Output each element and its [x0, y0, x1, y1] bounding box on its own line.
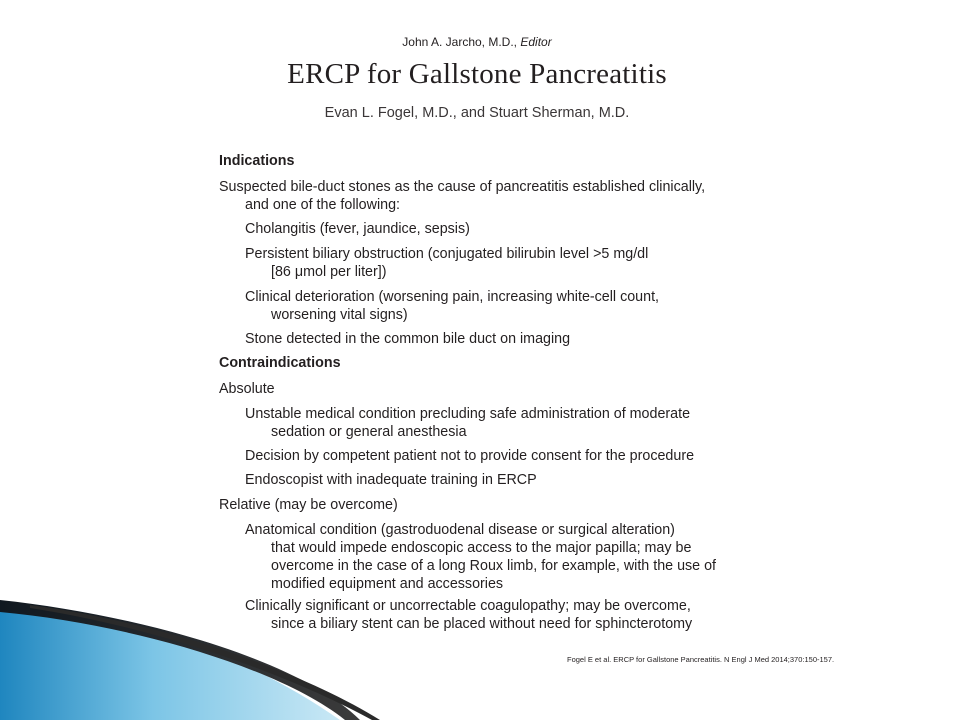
- stone-detected-item: Stone detected in the common bile duct on imaging: [245, 331, 571, 347]
- article-authors: Evan L. Fogel, M.D., and Stuart Sherman, M.D.: [324, 105, 630, 121]
- article-title: ERCP for Gallstone Pancreatitis: [287, 58, 667, 90]
- unstable-line2: sedation or general anesthesia: [271, 424, 467, 440]
- deterioration-line2: worsening vital signs): [271, 307, 408, 323]
- editor-role: Editor: [520, 35, 552, 49]
- obstruction-line1: Persistent biliary obstruction (conjugated bilirubin level >5 mg/dl: [245, 246, 649, 262]
- anatomical-line1: Anatomical condition (gastroduodenal disease or surgical alteration): [245, 522, 675, 538]
- obstruction-line2: [86 μmol per liter]): [271, 264, 387, 280]
- deterioration-line1: Clinical deterioration (worsening pain, increasing white-cell count,: [245, 289, 660, 305]
- anatomical-line2: that would impede endoscopic access to the major papilla; may be: [271, 540, 692, 556]
- suspected-stones-line1: Suspected bile-duct stones as the cause of pancreatitis established clinically,: [219, 179, 706, 195]
- coagulopathy-line2: since a biliary stent can be placed without need for sphincterotomy: [271, 616, 693, 632]
- editor-name: John A. Jarcho, M.D.,: [402, 35, 517, 49]
- absolute-subheading: Absolute: [219, 381, 275, 397]
- cholangitis-item: Cholangitis (fever, jaundice, sepsis): [245, 221, 470, 237]
- anatomical-line4: modified equipment and accessories: [271, 576, 504, 592]
- consent-item: Decision by competent patient not to provide consent for the procedure: [245, 448, 695, 464]
- suspected-stones-line2: and one of the following:: [245, 197, 400, 213]
- training-item: Endoscopist with inadequate training in ERCP: [245, 472, 537, 488]
- citation-footnote: Fogel E et al. ERCP for Gallstone Pancreatitis. N Engl J Med 2014;370:150-157.: [567, 655, 835, 664]
- coagulopathy-line1: Clinically significant or uncorrectable coagulopathy; may be overcome,: [245, 598, 691, 614]
- contraindications-heading: Contraindications: [219, 355, 341, 371]
- editor-credit: [0, 35, 954, 49]
- unstable-line1: Unstable medical condition precluding safe administration of moderate: [245, 406, 691, 422]
- anatomical-line3: overcome in the case of a long Roux limb, for example, with the use of: [271, 558, 717, 574]
- relative-subheading: Relative (may be overcome): [219, 497, 398, 513]
- indications-heading: Indications: [219, 153, 295, 169]
